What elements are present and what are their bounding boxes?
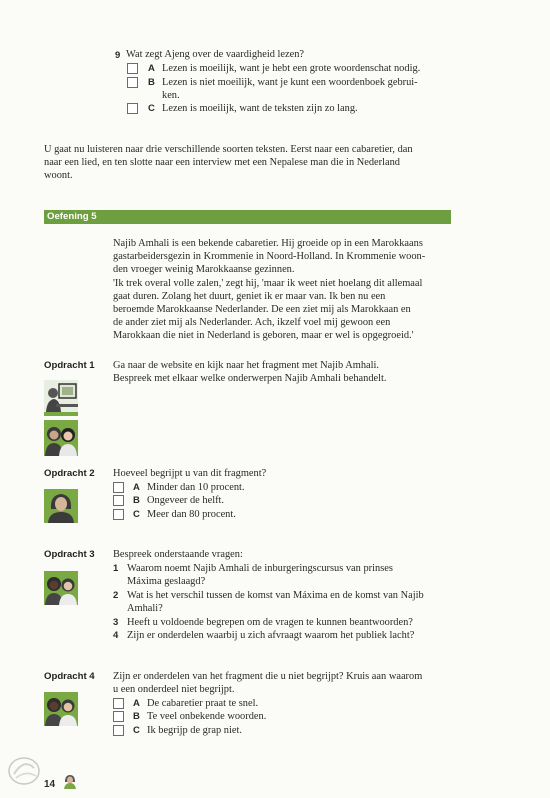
opdracht-3-intro: Bespreek onderstaande vragen: — [113, 549, 243, 560]
option-letter: A — [148, 63, 155, 74]
exercise-title: Oefening 5 — [47, 211, 97, 222]
opdracht-2-question: Hoeveel begrijpt u van dit fragment? — [113, 468, 267, 479]
item-text — [127, 562, 393, 588]
reading-passage — [113, 237, 458, 343]
option-letter: C — [148, 103, 155, 114]
person-icon — [44, 489, 78, 527]
checkbox[interactable] — [113, 509, 124, 520]
option-letter: A — [133, 482, 140, 493]
item-number: 2 — [113, 590, 119, 601]
item-number: 1 — [113, 563, 119, 574]
option-text: Meer dan 80 procent. — [147, 509, 236, 520]
option-letter: B — [133, 495, 140, 506]
exercise-banner — [44, 210, 451, 224]
item-number: 3 — [113, 617, 119, 628]
option-text: Ongeveer de helft. — [147, 495, 225, 506]
passage-line: 'Ik trek overal volle zalen,' zegt hij, 'maar ik weet niet hoelang dit allemaal — [113, 277, 423, 289]
item-text — [127, 589, 424, 615]
question-text: Wat zegt Ajeng over de vaardigheid lezen? — [126, 49, 305, 60]
opdracht-2-label: Opdracht 2 — [44, 468, 95, 479]
checkbox[interactable] — [127, 63, 138, 74]
question-number: 9 — [115, 50, 121, 61]
option-text: Ik begrijp de grap niet. — [147, 725, 242, 736]
passage-line: den vroeger weinig Marokkaanse gezinnen. — [113, 264, 295, 276]
option-text: Lezen is niet moeilijk, want je kunt een woordenboek gebrui- — [162, 77, 418, 88]
text-line: Wat is het verschil tussen de komst van Máxima en de komst van Najib — [127, 590, 424, 601]
option-text: Te veel onbekende woorden. — [147, 711, 267, 722]
option-letter: B — [148, 77, 155, 88]
page-number: 14 — [44, 779, 56, 790]
intro-paragraph — [44, 143, 454, 183]
passage-line: gaat duren. Zolang het duurt, geniet ik er maar van. Ik ben nu een — [113, 290, 386, 302]
checkbox[interactable] — [127, 103, 138, 114]
option-text-continued: ken. — [162, 90, 180, 101]
opdracht-1-label: Opdracht 1 — [44, 360, 95, 371]
text-line: Waarom noemt Najib Amhali de inburgeringscursus van prinses — [127, 563, 393, 574]
checkbox[interactable] — [113, 495, 124, 506]
two-people-icon — [44, 571, 78, 609]
two-people-icon — [44, 420, 78, 460]
checkbox[interactable] — [113, 482, 124, 493]
option-text: Minder dan 10 procent. — [147, 482, 245, 493]
checkbox[interactable] — [113, 698, 124, 709]
opdracht-3-label: Opdracht 3 — [44, 549, 95, 560]
intro-line: U gaat nu luisteren naar drie verschillende soorten teksten. Eerst naar een cabaretier, dan — [44, 144, 413, 155]
passage-line: Najib Amhali is een bekende cabaretier. Hij groeide op in een Marokkaans — [113, 238, 423, 249]
option-text: Lezen is moeilijk, want je hebt een grote woordenschat nodig. — [162, 63, 421, 74]
item-text: Zijn er onderdelen waarbij u zich afvraagt waarom het publiek lacht? — [127, 630, 415, 641]
text-line: Ga naar de website en kijk naar het fragment met Najib Amhali. — [113, 360, 380, 371]
text-line: u een onderdeel niet begrijpt. — [113, 684, 235, 696]
text-line: Bespreek met elkaar welke onderwerpen Najib Amhali behandelt. — [113, 373, 387, 385]
opdracht-1-text — [113, 359, 458, 385]
person-icon — [63, 773, 77, 793]
item-text: Heeft u voldoende begrepen om de vragen te kunnen beantwoorden? — [127, 617, 413, 628]
checkbox[interactable] — [113, 725, 124, 736]
option-letter: B — [133, 711, 140, 722]
intro-line: woont. — [44, 170, 73, 182]
item-number: 4 — [113, 630, 119, 641]
text-line: Máxima geslaagd? — [127, 576, 206, 588]
computer-icon — [44, 380, 78, 420]
checkbox[interactable] — [113, 711, 124, 722]
option-letter: C — [133, 509, 140, 520]
text-line: Zijn er onderdelen van het fragment die u niet begrijpt? Kruis aan waarom — [113, 671, 423, 682]
intro-line: naar een lied, en ten slotte naar een interview met een Nepalese man die in Nederland — [44, 157, 401, 169]
passage-line: gastarbeidersgezin in Krommenie in Noord-Holland. In Krommenie woon- — [113, 251, 426, 263]
option-text: Lezen is moeilijk, want de teksten zijn zo lang. — [162, 103, 358, 114]
text-line: Amhali? — [127, 603, 163, 615]
passage-line: Marokkaan die niet in Nederland is geboren, maar er wel is opgegroeid.' — [113, 330, 414, 342]
passage-line: de ander ziet mij als Nederlander. Ach, ikzelf voel mij gewoon een — [113, 317, 391, 329]
option-letter: A — [133, 698, 140, 709]
watermark-logo — [6, 754, 42, 792]
opdracht-4-label: Opdracht 4 — [44, 671, 95, 682]
option-letter: C — [133, 725, 140, 736]
passage-line: beroemde Marokkaanse Nederlander. De een ziet mij als Marokkaan en — [113, 304, 411, 316]
checkbox[interactable] — [127, 77, 138, 88]
option-text: De cabaretier praat te snel. — [147, 698, 259, 709]
opdracht-4-text — [113, 670, 458, 696]
two-people-icon — [44, 692, 78, 730]
